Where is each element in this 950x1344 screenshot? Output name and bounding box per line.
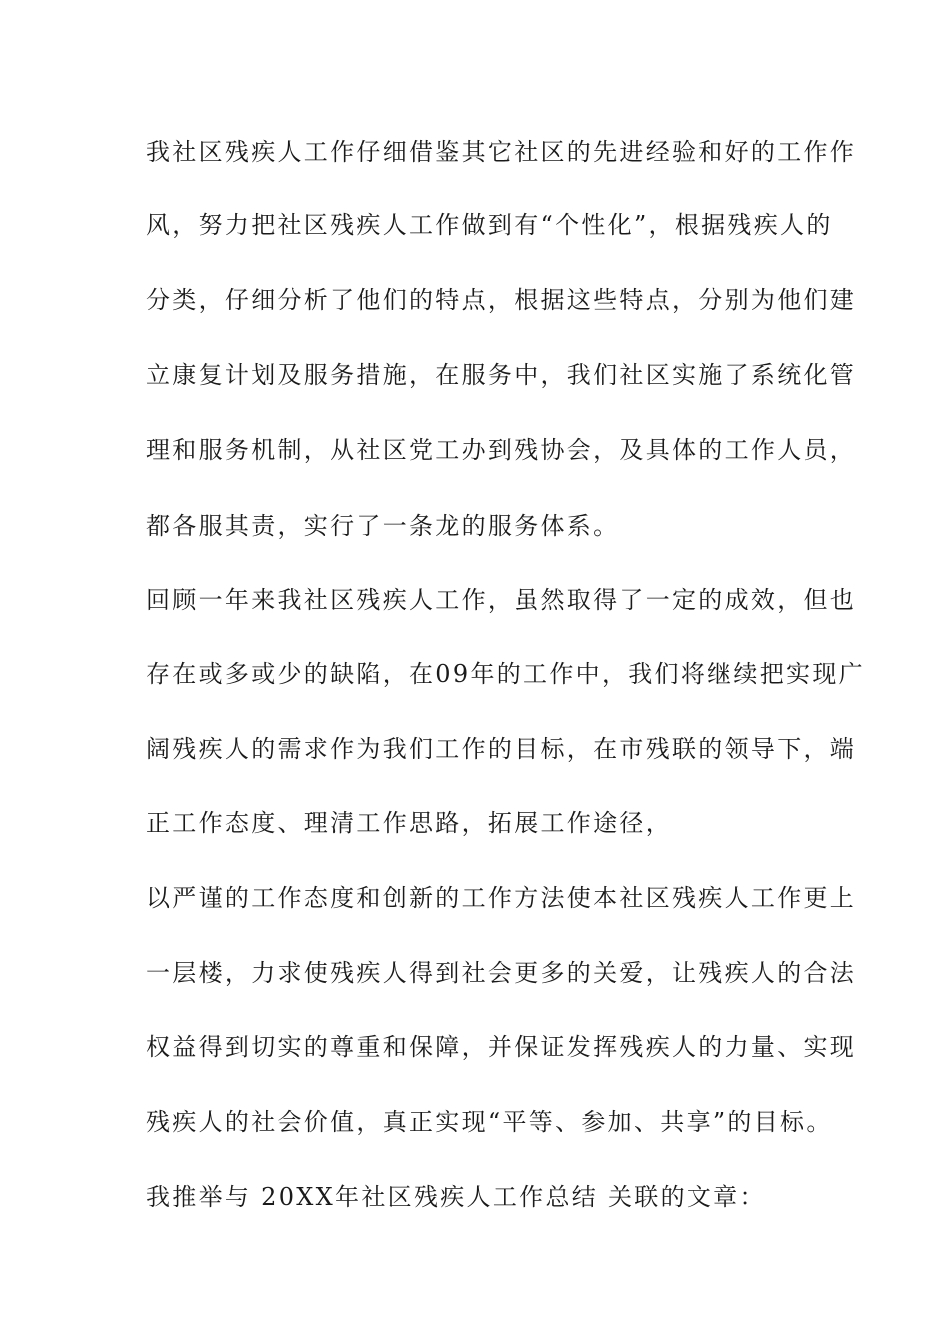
paragraph-line-5: 理和服务机制，从社区党工办到残协会，及具体的工作人员， — [146, 436, 857, 464]
paragraph-line-12: 一层楼，力求使残疾人得到社会更多的关爱，让残疾人的合法 — [146, 959, 857, 987]
paragraph-line-9: 阔残疾人的需求作为我们工作的目标，在市残联的领导下，端 — [146, 735, 857, 763]
paragraph-line-2: 风，努力把社区残疾人工作做到有“个性化”，根据残疾人的 — [146, 211, 833, 239]
paragraph-line-14: 残疾人的社会价值，真正实现“平等、参加、共享”的目标。 — [146, 1108, 833, 1136]
paragraph-line-6: 都各服其责，实行了一条龙的服务体系。 — [146, 512, 620, 540]
paragraph-line-10: 正工作态度、理清工作思路，拓展工作途径， — [146, 809, 672, 837]
paragraph-line-8: 存在或多或少的缺陷，在09年的工作中，我们将继续把实现广 — [146, 660, 865, 688]
related-articles-heading: 我推举与 20XX年社区残疾人工作总结 关联的文章： — [146, 1183, 766, 1211]
paragraph-line-13: 权益得到切实的尊重和保障，并保证发挥残疾人的力量、实现 — [146, 1033, 857, 1061]
paragraph-line-7: 回顾一年来我社区残疾人工作，虽然取得了一定的成效，但也 — [146, 586, 857, 614]
paragraph-line-1: 我社区残疾人工作仔细借鉴其它社区的先进经验和好的工作作 — [146, 138, 857, 166]
paragraph-line-11: 以严谨的工作态度和创新的工作方法使本社区残疾人工作更上 — [146, 884, 857, 912]
paragraph-line-4: 立康复计划及服务措施，在服务中，我们社区实施了系统化管 — [146, 361, 857, 389]
paragraph-line-3: 分类，仔细分析了他们的特点，根据这些特点，分别为他们建 — [146, 286, 857, 314]
